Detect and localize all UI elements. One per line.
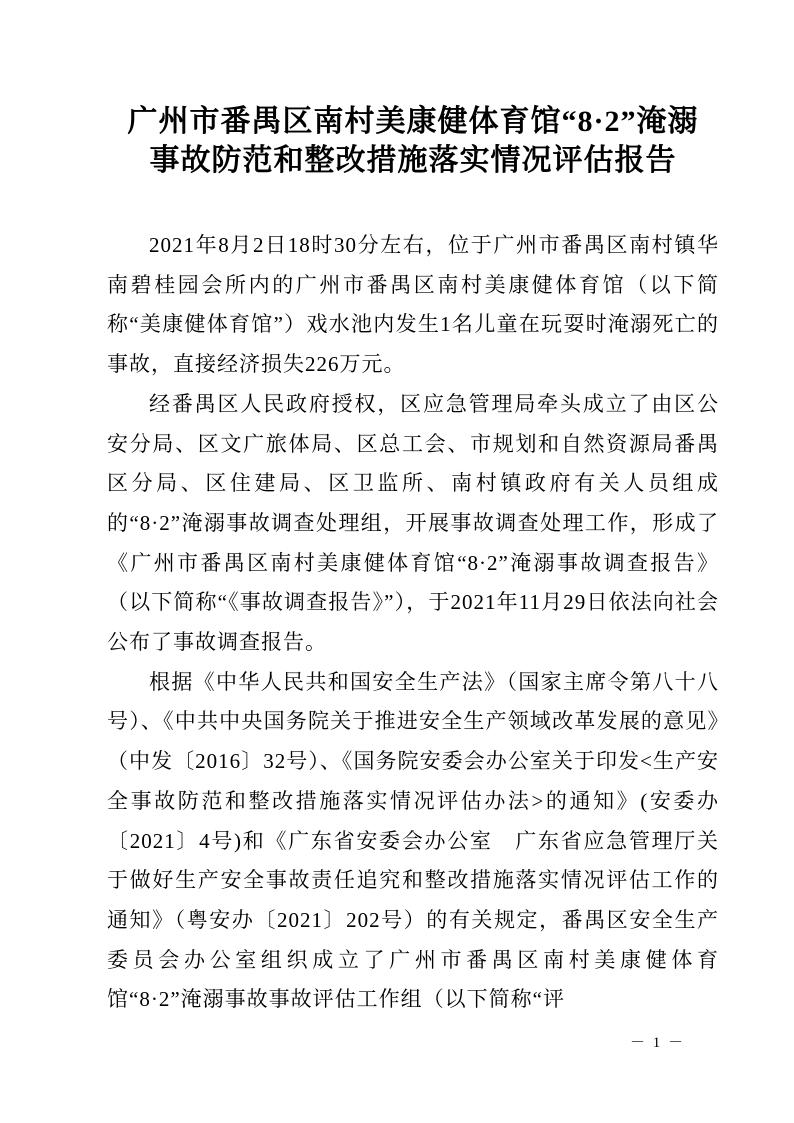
document-title-line-2: 事故防范和整改措施落实情况评估报告 [149,144,677,177]
document-title [95,102,731,180]
paragraph-investigation-group: 经番禺区人民政府授权，区应急管理局牵头成立了由区公安分局、区文广旅体局、区总工会、市规划和自然资源局番禺区分局、区住建局、区卫监所、南村镇政府有关人员组成的“8·2”淹溺事故调查处理组，开展事故调查处理工作，形成了《广州市番禺区南村美康健体育馆“8·2”淹溺事故调查报告》（以下简称“《事故调查报告》”），于2021年11月29日依法向社会公布了事故调查报告。 [107,391,719,655]
paragraph-evaluation-basis: 根据《中华人民共和国安全生产法》（国家主席令第八十八号）、《中共中央国务院关于推进安全生产领域改革发展的意见》（中发〔2016〕32号）、《国务院安委会办公室关于印发<生产安全事故防范和整改措施落实情况评估办法>的通知》(安委办〔2021〕4号)和《广东省安委会办公室 广东省应急管理厅关于做好生产安全事故责任追究和整改措施落实情况评估工作的通知》（粤安办〔2021〕202号）的有关规定，番禺区安全生产委员会办公室组织成立了广州市番禺区南村美康健体育馆“8·2”淹溺事故事故评估工作组（以下简称“评 [107,669,719,1012]
paragraph-accident-summary: 2021年8月2日18时30分左右，位于广州市番禺区南村镇华南碧桂园会所内的广州市番禺区南村美康健体育馆（以下简称“美康健体育馆”）戏水池内发生1名儿童在玩耍时淹溺死亡的事故，直接经济损失226万元。 [107,233,719,377]
page-number: － 1 － [630,1035,686,1051]
document-title-line-1: 广州市番禺区南村美康健体育馆“8·2”淹溺 [127,105,699,138]
document-body [107,226,719,1020]
